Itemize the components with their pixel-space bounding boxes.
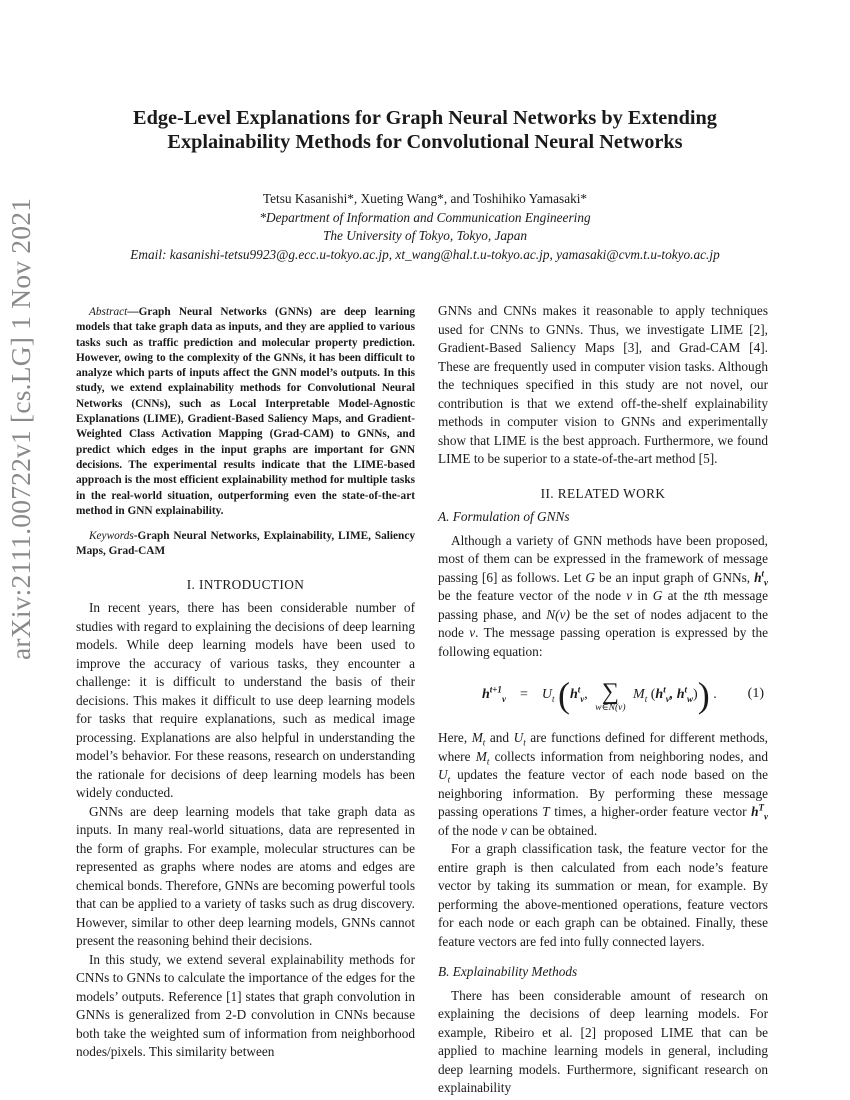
text-run: th message passing phase, and [438,588,768,622]
intro-paragraph-2: GNNs are deep learning models that take graph data as inputs. In many real-world situations, data are represented in the form of graphs. For example, molecular structures can be represented as graphs where nodes are atoms and edges are chemical bonds. Therefore, GNNs are becoming powerful tools that can be applied to a variety of tasks such as drug discovery. However, similar to other deep learning models, GNNs cannot present the reasoning behind their decisions. [76,803,415,949]
math-symbol: $U_t$ [513,730,526,748]
equation-body: $h^{t+1}_v$ = $U_t$ ($h^t_v$, ∑ w∈N(v) $M_t$ ($h^t_v$, $h^t_w$)) . [482,675,717,715]
abstract [76,305,415,519]
keywords [76,529,415,560]
left-paren-icon: ( [557,675,570,715]
equation-number: (1) [747,686,764,701]
text-run: of the node [438,822,502,838]
math-symbol: $U_t$ [438,767,451,785]
text-run: . The message passing operation is expressed by the following equation: [438,625,769,659]
author-names: Tetsu Kasanishi*, Xueting Wang*, and Toshihiko Yamasaki* [262,191,588,206]
subsection-heading-explainability: B. Explainability Methods [438,964,578,979]
equation-1 [438,671,768,723]
title-line-1: Edge-Level Explanations for Graph Neural Networks by Extending [133,107,717,129]
section-heading-introduction: I. INTRODUCTION [186,576,305,592]
formulation-paragraph-3: For a graph classification task, the feature vector for the entire graph is then calculated from each node’s feature vector by taking its summation or mean, for example. By performing the above-mentioned operations, feature vectors for each node or each graph can be obtained. Finally, these feature vectors are fed into fully connected layers. [438,841,768,949]
math-symbol: G [652,588,663,603]
intro-paragraph-3: In this study, we extend several explainability methods for CNNs to GNNs to calculate the importance of the edges for the models’ outputs. Reference [1] states that graph convolution in GNNs is generalized from 2-D convolution in CNNs because both take the weighted sum of information from neighborhood nodes/pixels. This similarity between [76,951,415,1060]
math-symbol: v [469,625,476,640]
eq-equals: = [519,687,528,703]
math-symbol: N(v) [546,606,570,622]
text-run: be the feature vector of the node [438,588,627,603]
eq-arg-1: $h^t_v$ [569,684,585,705]
author-block [80,190,770,264]
math-symbol: t [703,588,708,603]
keywords-label: Keywords [89,530,134,543]
section-heading-related-work: II. RELATED WORK [540,485,666,501]
math-symbol: v [501,822,508,838]
math-symbol: $M_t$ [471,730,486,748]
text-run: be the set of nodes adjacent to the node [438,606,768,640]
text-run: times, a higher-order feature vector [549,804,752,819]
math-symbol: G [585,569,595,585]
text-run: and [485,730,514,745]
eq-update-fn: $U_t$ [541,687,555,705]
text-run: at the [662,588,704,603]
keywords-text: -Graph Neural Networks, Explainability, LIME, Saliency Maps, Grad-CAM [76,530,415,558]
intro-paragraph-1: In recent years, there has been considerable number of studies with regard to explaining the decisions of deep learning models. While deep learning models have been used to improve the accuracy of various tasks, they encounter a challenge: it is difficult to understand the basis of their decisions. This makes it difficult to use deep learning models for tasks that require explanations, such as medical image processing. Explanations are also helpful in understanding the model’s behavior. For these reasons, research on understanding the rationale for decisions of deep learning models has been widely conducted. [76,600,415,801]
text-run: collects information from neighboring nodes, and [489,748,769,764]
arxiv-identifier-stamp: arXiv:2111.00722v1 [cs.LG] 1 Nov 2021 [5,197,36,660]
math-symbol: v [626,588,633,603]
right-column [438,302,768,1098]
text-run: be an input graph of GNNs, [595,569,755,585]
author-university: The University of Tokyo, Tokyo, Japan [323,228,527,243]
math-symbol: $h^t_v$ [754,568,768,588]
intro-paragraph-3-continued: GNNs and CNNs makes it reasonable to apply techniques used for CNNs to GNNs. Thus, we investigate LIME [2], Gradient-Based Saliency Maps [3], and Grad-CAM [4]. These are frequently used in computer vision tasks. Although the techniques specified in this study are not novel, our contribution is that we extend off-the-shelf explainability methods in computer vision to GNNs and experimentally show that LIME is the best approach. Furthermore, we found LIME to be superior to a state-of-the-art method [5]. [438,303,768,466]
paper-title [100,106,750,154]
sum-index: w∈N(v) [595,703,626,713]
right-paren-icon: ) [697,675,710,715]
eq-arg-2: $h^t_v$, $h^t_w$ [655,684,694,705]
sigma-icon: ∑ [601,679,619,705]
explainability-paragraph-1: There has been considerable amount of research on explaining the decisions of deep learning models. For example, Ribeiro et al. [2] proposed LIME that can be applied to machine learning models in general, including deep learning models. Furthermore, significant research on explainability [438,987,768,1095]
text-run: Although a variety of GNN methods have been proposed, most of them can be expressed in the framework of message passing [6] as follows. Let [438,532,768,585]
text-run: can be obtained. [507,822,598,838]
author-emails: Email: kasanishi-tetsu9923@g.ecc.u-tokyo.ac.jp, xt_wang@hal.t.u-tokyo.ac.jp, yamasaki@cvm.t.u-tokyo.ac.jp [130,246,720,262]
title-line-2: Explainability Methods for Convolutional Neural Networks [167,131,683,153]
subsection-heading-formulation: A. Formulation of GNNs [438,509,570,524]
text-run: are functions defined for different methods, where [438,730,768,764]
formulation-paragraph-2 [438,729,768,840]
abstract-label: Abstract [89,306,128,318]
summation [595,681,625,713]
text-run: in [632,588,653,603]
eq-message-fn: $M_t$ [633,687,648,705]
abstract-text: —Graph Neural Networks (GNNs) are deep learning models that take graph data as inputs, and they are applied to various tasks such as traffic prediction and molecular property prediction. However, owing to the complexity of the GNNs, it has been difficult to analyze which parts of inputs affect the GNN model’s outputs. In this study, we extend explainability methods for Convolutional Neural Networks (CNNs), such as Local Interpretable Model-Agnostic Explanations (LIME), Gradient-Based Saliency Maps, and Gradient-Weighted Class Activation Mapping (Grad-CAM) to GNNs, and predict which edges in the input graphs are important for GNN decisions. The experimental results indicate that the LIME-based approach is the most efficient explainability method for multiple tasks in the real-world situation, outperforming even the state-of-the-art method in GNN explainability. [76,306,415,517]
text-run: updates the feature vector of each node based on the neighboring information. By performing these message passing operations [438,767,768,819]
eq-lhs: $h^{t+1}_v$ [482,684,506,705]
text-run: Here, [438,730,472,745]
left-column [76,305,415,1062]
formulation-paragraph-1 [438,532,768,662]
math-symbol: $M_t$ [475,748,490,767]
math-symbol: $h^T_v$ [751,802,768,822]
author-department: *Department of Information and Communication Engineering [259,209,591,225]
math-symbol: T [542,804,550,819]
